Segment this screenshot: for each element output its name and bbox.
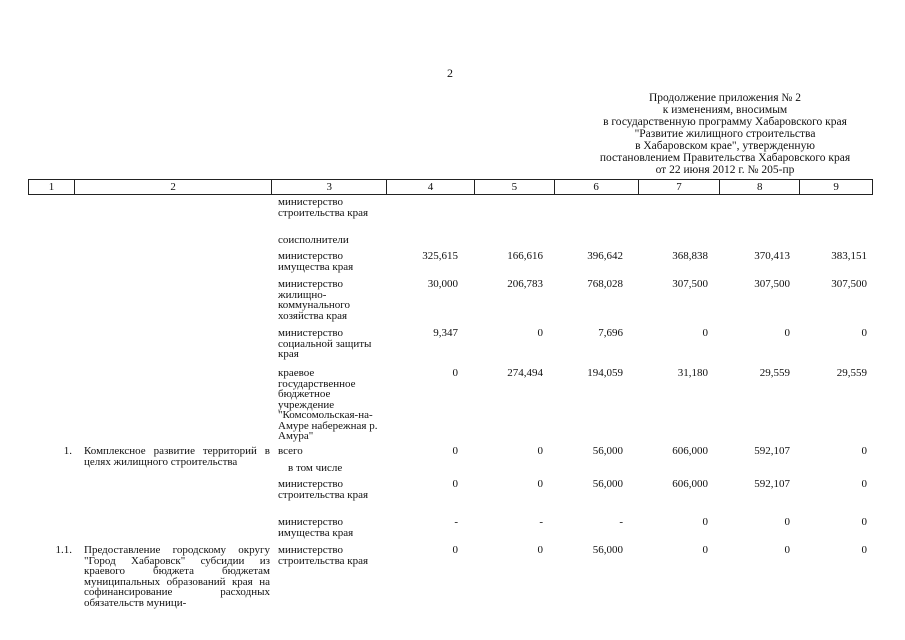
value-cell: 396,642 (587, 250, 623, 262)
executor-name: министерство имущества края (278, 516, 354, 539)
column-number: 7 (639, 180, 721, 194)
header-line: Продолжение приложения № 2 (648, 92, 802, 104)
value-cell: 0 (861, 478, 867, 490)
column-number: 2 (75, 180, 273, 194)
value-cell: - (454, 516, 458, 528)
value-cell: 0 (861, 544, 867, 556)
value-cell: 768,028 (587, 278, 623, 290)
executor-name: министерство имущества края (278, 250, 354, 273)
value-cell: 0 (537, 544, 543, 556)
header-line: в Хабаровском крае", утвержденную (635, 140, 815, 152)
value-cell: 370,413 (754, 250, 790, 262)
value-cell: 166,616 (507, 250, 543, 262)
executor-name: министерство социальной защиты края (278, 327, 372, 360)
value-cell: 194,059 (587, 367, 623, 379)
activity-name: Комплексное развитие территорий в целях жилищного строительства (84, 445, 270, 468)
executor-name: в том числе (288, 462, 343, 474)
value-cell: 0 (702, 327, 708, 339)
value-cell: 606,000 (672, 478, 708, 490)
row-number: 1. (63, 445, 72, 457)
header-line: от 22 июня 2012 г. № 205-пр (655, 164, 795, 176)
value-cell: 0 (452, 367, 458, 379)
column-number: 9 (833, 181, 839, 193)
value-cell: 56,000 (592, 478, 623, 490)
page-number: 2 (447, 66, 453, 80)
value-cell: - (619, 516, 623, 528)
value-cell: 307,500 (754, 278, 790, 290)
value-cell: 0 (784, 516, 790, 528)
value-cell: 0 (452, 544, 458, 556)
value-cell: 206,783 (507, 278, 543, 290)
column-number: 5 (475, 180, 555, 194)
column-number: 4 (387, 180, 475, 194)
value-cell: 0 (861, 445, 867, 457)
value-cell: 29,559 (759, 367, 790, 379)
executor-name: соисполнители (278, 234, 349, 246)
appendix-header (560, 92, 890, 176)
row-number: 1.1. (55, 544, 72, 556)
value-cell: 56,000 (592, 544, 623, 556)
column-number: 3 (272, 180, 387, 194)
executor-name: всего (278, 445, 303, 457)
value-cell: 274,494 (507, 367, 543, 379)
column-number: 1 (29, 180, 75, 194)
value-cell: 9,347 (433, 327, 458, 339)
value-cell: 0 (537, 445, 543, 457)
value-cell: 592,107 (754, 478, 790, 490)
value-cell: 0 (784, 327, 790, 339)
table-column-header (28, 179, 873, 195)
value-cell: 0 (861, 327, 867, 339)
value-cell: 307,500 (672, 278, 708, 290)
value-cell: 31,180 (677, 367, 708, 379)
value-cell: - (539, 516, 543, 528)
header-line: "Развитие жилищного строительства (634, 128, 816, 140)
column-number: 8 (720, 180, 800, 194)
header-line: в государственную программу Хабаровского края (603, 116, 847, 128)
value-cell: 368,838 (672, 250, 708, 262)
value-cell: 0 (452, 445, 458, 457)
value-cell: 592,107 (754, 445, 790, 457)
value-cell: 29,559 (836, 367, 867, 379)
value-cell: 0 (537, 327, 543, 339)
header-line: к изменениям, вносимым (662, 104, 788, 116)
activity-name: Предоставление городскому округу "Город Хабаровск" субсидии из краевого бюджета бюджетам муниципальных образований края на софинансирование расходных обязательств муници- (84, 544, 270, 609)
value-cell: 56,000 (592, 445, 623, 457)
executor-name: министерство строительства края (278, 478, 369, 501)
value-cell: 7,696 (598, 327, 623, 339)
executor-name: министерство строительства края (278, 196, 369, 219)
value-cell: 383,151 (831, 250, 867, 262)
header-line: постановлением Правительства Хабаровского края (599, 152, 851, 164)
value-cell: 307,500 (831, 278, 867, 290)
executor-name: министерство строительства края (278, 544, 369, 567)
value-cell: 0 (861, 516, 867, 528)
column-number: 6 (555, 180, 639, 194)
executor-name: краевое государственное бюджетное учреждение "Комсомольская-на-Амуре набережная р. Амура" (278, 367, 378, 442)
value-cell: 30,000 (427, 278, 458, 290)
value-cell: 325,615 (422, 250, 458, 262)
value-cell: 606,000 (672, 445, 708, 457)
executor-name: министерство жилищно-коммунального хозяйства края (278, 278, 350, 322)
value-cell: 0 (702, 544, 708, 556)
value-cell: 0 (784, 544, 790, 556)
value-cell: 0 (537, 478, 543, 490)
value-cell: 0 (702, 516, 708, 528)
value-cell: 0 (452, 478, 458, 490)
